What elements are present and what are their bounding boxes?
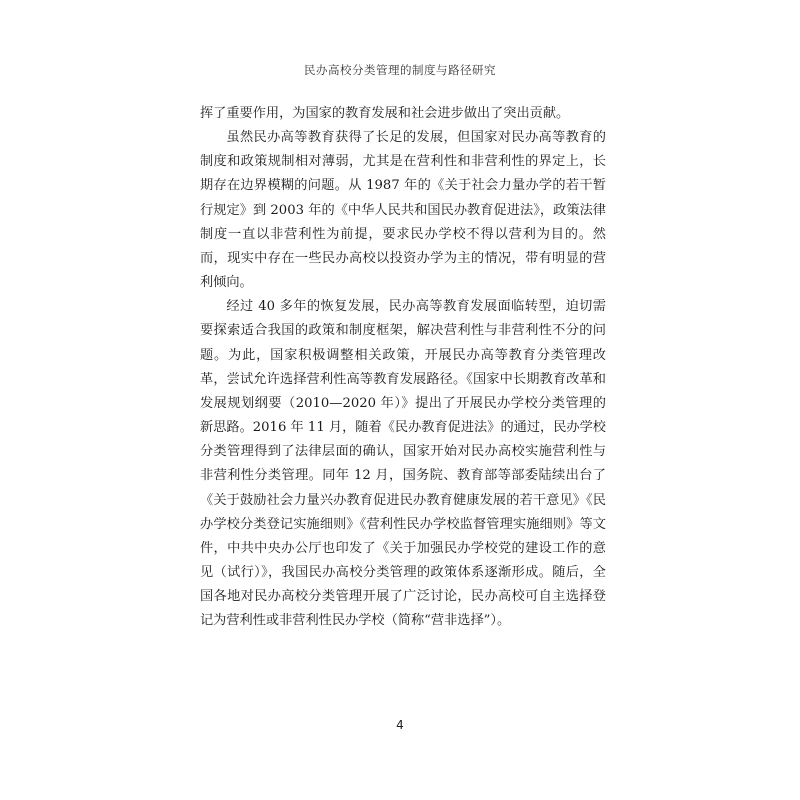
body-text (200, 102, 606, 633)
paragraph-classification-reform: 经过 40 多年的恢复发展，民办高等教育发展面临转型，迫切需要探索适合我国的政策和制度框架，解决营利性与非营利性不分的问题。为此，国家积极调整相关政策，开展民办高等教育分类管理改革，尝试允许选择营利性高等教育发展路径。《国家中长期教育改革和发展规划纲要（2010—2020 年）》提出了开展民办学校分类管理的新思路。2016 年 11 月，随着《民办教育促进法》的通过，民办学校分类管理得到了法律层面的确认，国家开始对民办高校实施营利性与非营利性分类管理。同年 12 月，国务院、教育部等部委陆续出台了《关于鼓励社会力量兴办教育促进民办教育健康发展的若干意见》《民办学校分类登记实施细则》《营利性民办学校监督管理实施细则》等文件，中共中央办公厅也印发了《关于加强民办学校党的建设工作的意见（试行）》，我国民办高校分类管理的政策体系逐渐形成。随后，全国各地对民办高校分类管理开展了广泛讨论，民办高校可自主选择登记为营利性或非营利性民办学校（简称“营非选择”）。 (200, 299, 606, 629)
paragraph-regulation-history: 虽然民办高等教育获得了长足的发展，但国家对民办高等教育的制度和政策规制相对薄弱，尤其是在营利性和非营利性的界定上，长期存在边界模糊的问题。从 1987 年的《关于社会力量办学的若干暂行规定》到 2003 年的《中华人民共和国民办教育促进法》，政策法律制度一直以非营利性为前提，要求民办学校不得以营利为目的。然而，现实中存在一些民办高校以投资办学为主的情况，带有明显的营利倾向。 (200, 130, 606, 291)
paragraph-continuation: 挥了重要作用，为国家的教育发展和社会进步做出了突出贡献。 (200, 106, 570, 121)
running-header-title: 民办高校分类管理的制度与路径研究 (304, 63, 496, 77)
page-number: 4 (396, 718, 404, 732)
